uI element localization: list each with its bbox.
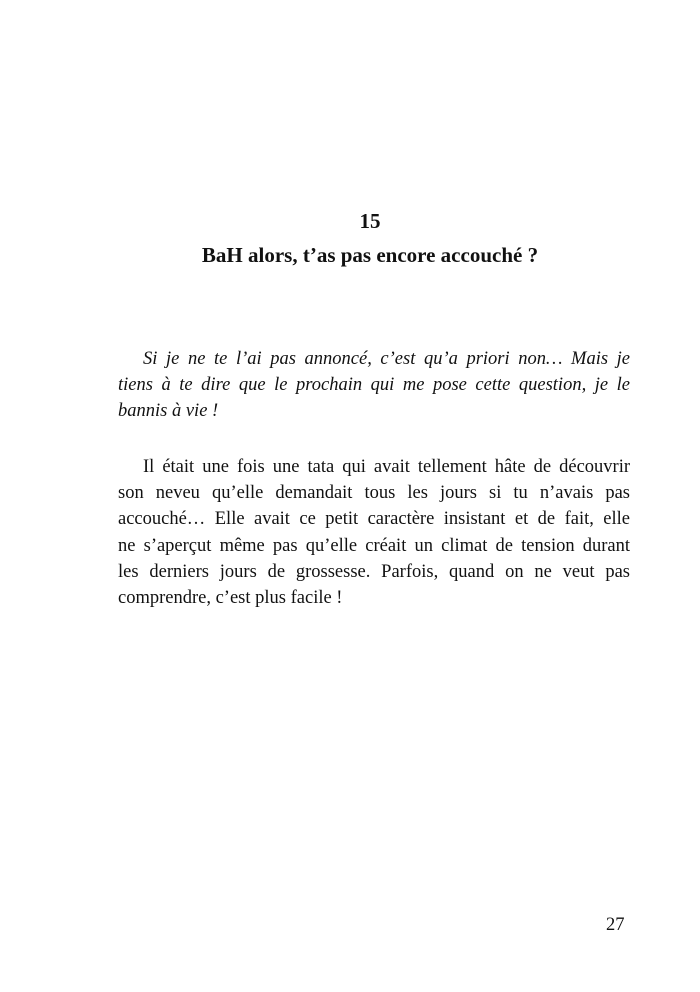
body-line: son neveu qu’elle demandait tous les jours si tu n’avais pas xyxy=(118,483,630,504)
body-line: comprendre, c’est plus facile ! xyxy=(118,588,343,609)
intro-line: tiens à te dire que le prochain qui me pose cette question, je le xyxy=(118,375,630,396)
body-line: Il était une fois une tata qui avait tellement hâte de découvrir xyxy=(143,457,630,477)
body-line: les derniers jours de grossesse. Parfois, quand on ne veut pas xyxy=(118,561,630,582)
body-line: ne s’aperçut même pas qu’elle créait un climat de tension durant xyxy=(118,535,630,556)
intro-paragraph xyxy=(118,346,630,425)
intro-line: bannis à vie ! xyxy=(118,401,219,422)
intro-line: Si je ne te l’ai pas annoncé, c’est qu’a priori non… Mais je xyxy=(143,349,630,369)
body-paragraph xyxy=(118,454,630,611)
page-number: 27 xyxy=(606,915,625,935)
chapter-title: BaH alors, t’as pas encore accouché ? xyxy=(201,243,539,267)
body-line: accouché… Elle avait ce petit caractère insistant et de fait, elle xyxy=(118,509,630,530)
chapter-number: 15 xyxy=(359,209,381,233)
